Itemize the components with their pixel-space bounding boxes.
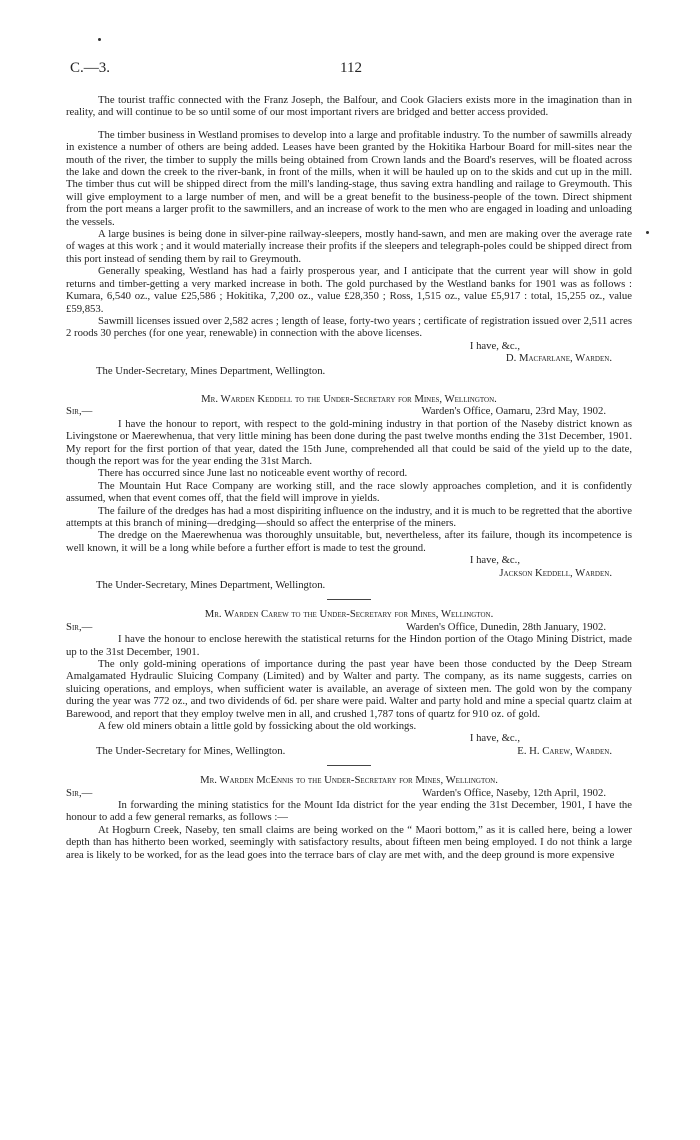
document-reference: C.—3. [70, 60, 111, 76]
page-content [66, 94, 632, 861]
paragraph: I have the honour to enclose herewith the statistical returns for the Hindon portion of the Otago Mining District, made up to the 31st December, 1901. [66, 633, 632, 658]
paragraph: In forwarding the mining statistics for the Mount Ida district for the year ending the 31st December, 1901, I have the honour to add a few general remarks, as follows :— [66, 799, 632, 824]
salutation: Sir,— [66, 786, 93, 799]
paragraph: The timber business in Westland promises to develop into a large and profitable industry. To the number of sawmills already in existence a number of others are being added. Leases have been granted by the Hokitika Harbour Board for mill-sites near the mouth of the river, the timber to supply the mills being obtained from Crown lands and the Board's reserves, will be floated across the lake and down the creek to the river-bank, in front of the mills, when it will be hauled up on to the skids and cut up in the mill. The timber thus cut will be shipped direct from the mill's landing-stage, thus saving extra handling and railage to Greymouth. This will give employment to a large number of men, and will be a great benefit to the business-people of the town. Direct shipment from the port means a larger profit to the sawmillers, and an increase of work to the men who are engaged in loading and unloading the vessels. [66, 128, 632, 228]
paragraph: A large busines is being done in silver-pine railway-sleepers, mostly hand-sawn, and men are making over the average rate of wages at this work ; and it would materially increase their profits if the sleepers and telegraph-poles could be shipped direct from this port instead of sending them by rail to Greymouth. [66, 228, 632, 265]
paragraph: At Hogburn Creek, Naseby, ten small claims are being worked on the “ Maori bottom,” as it is called here, being a lower depth than has hitherto been worked, seemingly with satisfactory results, about fifteen men being employed. I do not think a large area is likely to be worked, for as the lead goes into the terrace bars of clay are met with, and the deep ground is more expensive [66, 823, 632, 861]
paragraph: The failure of the dredges has had a most dispiriting influence on the industry, and it is much to be regretted that the abortive attempts at this branch of mining—dredging—should so affect the enterprise of the miners. [66, 504, 632, 529]
closing: I have, &c., [469, 732, 520, 745]
salutation: Sir,— [66, 405, 93, 418]
signature: D. Macfarlane, Warden. [505, 352, 612, 365]
paragraph: A few old miners obtain a little gold by fossicking about the old workings. [98, 720, 417, 733]
salutation-line [66, 405, 632, 417]
signature: Jackson Keddell, Warden. [499, 566, 612, 579]
salutation-line [66, 621, 632, 633]
letter-heading: Mr. Warden Carew to the Under-Secretary for Mines, Wellington. [204, 608, 494, 621]
paragraph: The dredge on the Maerewhenua was thoroughly unsuitable, but, nevertheless, after its failure, though its incompetence is well known, it will be a long while before a further effort is made to test the ground. [66, 529, 632, 554]
office-date: Warden's Office, Naseby, 12th April, 1902. [422, 786, 606, 799]
closing: I have, &c., [469, 339, 520, 352]
paragraph: I have the honour to report, with respect to the gold-mining industry in that portion of the Naseby district known as Livingstone or Maerewhenua, that very little mining has been done during the past twelve months ending the 31st December, 1901. My report for the first portion of that year, dated the 15th June, comprehended all that could be said of the yield up to the date, though the report was for the year ending the 31st March. [66, 417, 632, 467]
section-divider [327, 599, 371, 600]
page-number: 112 [340, 60, 362, 76]
scan-speck [98, 38, 101, 41]
signature: E. H. Carew, Warden. [517, 744, 612, 757]
letter-heading: Mr. Warden McEnnis to the Under-Secretary for Mines, Wellington. [200, 774, 498, 787]
addressee: The Under-Secretary, Mines Department, Wellington. [96, 579, 326, 592]
section-divider [327, 765, 371, 766]
paragraph: The Mountain Hut Race Company are working still, and the race slowly approaches completion, and it is confidently assumed, when that event comes off, that the field will improve in yields. [66, 479, 632, 505]
addressee: The Under-Secretary for Mines, Wellington. [96, 744, 286, 757]
paragraph: The tourist traffic connected with the Franz Joseph, the Balfour, and Cook Glaciers exists more in the imagination than in reality, and will continue to be so until some of our most important rivers are bridged and better access provided. [66, 94, 632, 119]
paragraph: Generally speaking, Westland has had a fairly prosperous year, and I anticipate that the current year will show in gold returns and timber-getting a very marked increase in both. The gold purchased by the Westland banks for 1901 was as follows : Kumara, 6,540 oz., value £25,586 ; Hokitika, 7,200 oz., value £28,350 ; Ross, 1,515 oz., value £5,917 : total, 15,255 oz., value £59,853. [66, 265, 632, 315]
paragraph: Sawmill licenses issued over 2,582 acres ; length of lease, forty-two years ; certificate of registration issued over 2,511 acres 2 roods 30 perches (for one year, renewable) in connection with the above licenses. [66, 314, 632, 340]
paragraph: The only gold-mining operations of importance during the past year have been those conducted by the Deep Stream Amalgamated Hydraulic Sluicing Company (Limited) and by Walter and party. The company, as its name suggests, carries on sluicing operations, and employs, when sufficient water is available, an average of sixteen men. The gold won by the company during the year was 772 oz., and two dividends of 6d. per share were paid. Walter and party hold and mine a special quartz claim at Barewood, and report that they employ twelve men in all, and crushed 1,787 tons of quartz for 910 oz. of gold. [66, 658, 632, 720]
letter-heading: Mr. Warden Keddell to the Under-Secretary for Mines, Wellington. [201, 392, 497, 405]
salutation: Sir,— [66, 620, 93, 633]
scan-speck [646, 231, 649, 234]
salutation-line [66, 787, 632, 799]
office-date: Warden's Office, Oamaru, 23rd May, 1902. [421, 405, 606, 418]
closing: I have, &c., [469, 554, 520, 567]
paragraph: There has occurred since June last no noticeable event worthy of record. [98, 467, 408, 480]
addressee-signature-line [66, 745, 632, 757]
office-date: Warden's Office, Dunedin, 28th January, 1902. [406, 620, 606, 633]
addressee: The Under-Secretary, Mines Department, Wellington. [96, 364, 326, 377]
